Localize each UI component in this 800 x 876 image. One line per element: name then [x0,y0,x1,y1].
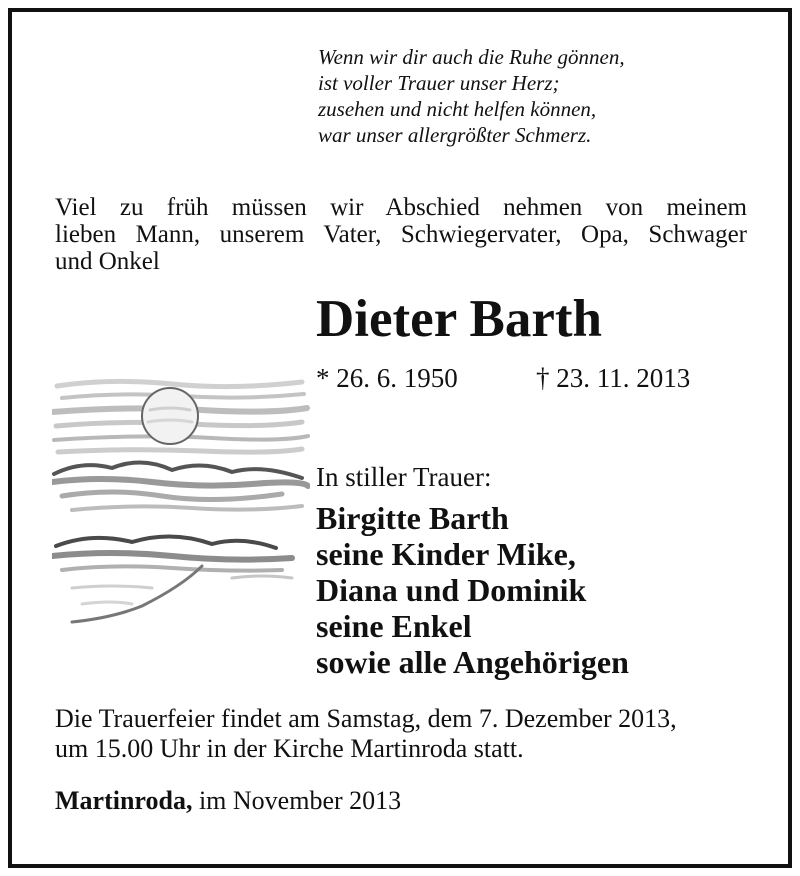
death-date: † 23. 11. 2013 [536,363,691,393]
closing-date: im November 2013 [198,786,402,815]
birth-date: * 26. 6. 1950 [316,363,458,393]
funeral-line: um 15.00 Uhr in der Kirche Martinroda statt. [55,734,524,763]
mourner-line: sowie alle Angehörigen [316,644,629,680]
intro-line: und Onkel [55,248,160,275]
funeral-info [55,704,775,764]
poem-line: Wenn wir dir auch die Ruhe gönnen, [318,45,625,69]
closing-place: Martinroda, [55,786,193,815]
poem [318,44,758,148]
mourners-list [316,500,629,680]
poem-line: zusehen und nicht helfen können, [318,97,597,121]
poem-line: war unser allergrößter Schmerz. [318,123,592,147]
funeral-line: Die Trauerfeier findet am Samstag, dem 7. Dezember 2013, [55,704,677,733]
deceased-name: Dieter Barth [316,290,603,348]
poem-line: ist voller Trauer unser Herz; [318,71,560,95]
sunset-landscape-illustration [52,356,310,626]
intro-line: Viel zu früh müssen wir Abschied nehmen von meinem [55,194,747,221]
mourner-line: seine Enkel [316,608,472,644]
mourner-line: Diana und Dominik [316,572,587,608]
closing-line [55,786,401,816]
mourner-line: Birgitte Barth [316,500,509,536]
mourning-label: In stiller Trauer: [316,462,492,492]
mourner-line: seine Kinder Mike, [316,536,576,572]
intro-text [55,194,747,275]
intro-line: lieben Mann, unserem Vater, Schwiegervater, Opa, Schwager [55,221,747,248]
